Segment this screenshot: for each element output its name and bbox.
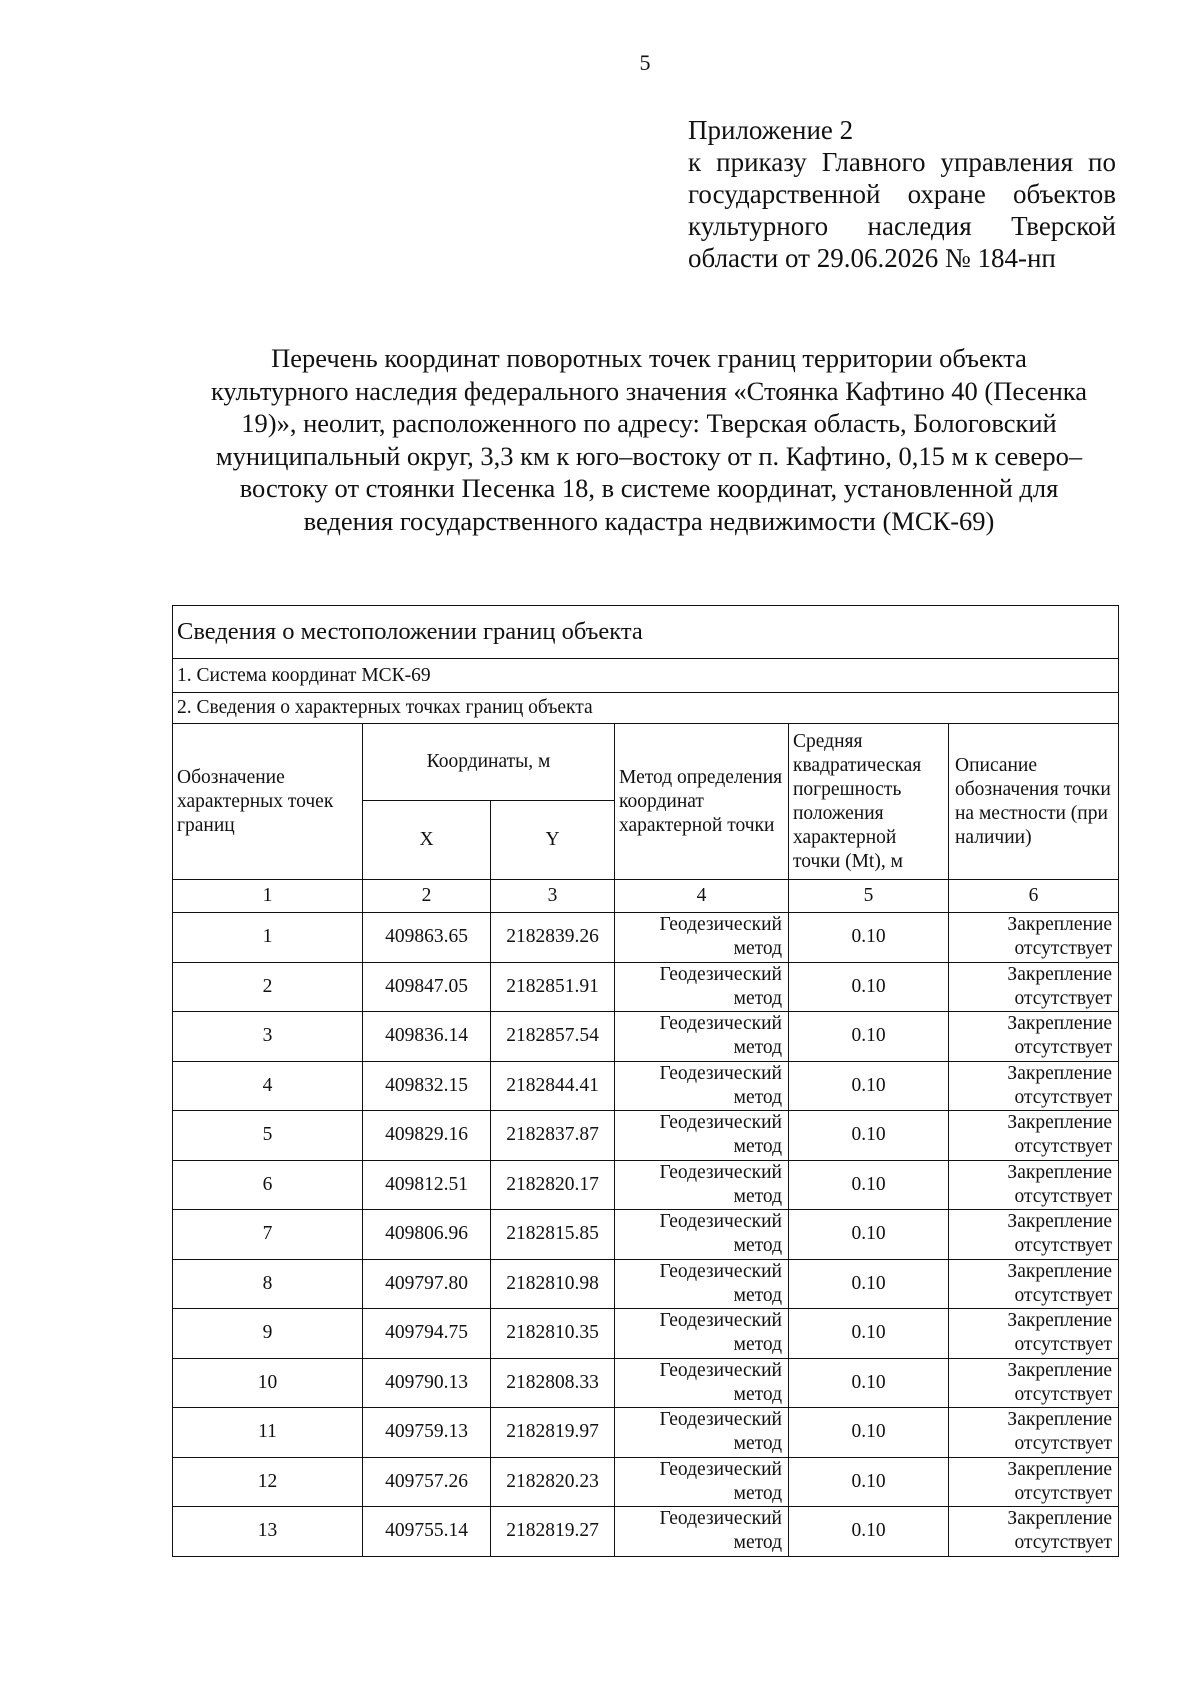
method-cell [615,1061,789,1111]
error-cell: 0.10 [789,1160,949,1210]
coord-y: 2182851.91 [491,962,615,1012]
point-number: 11 [173,1408,363,1458]
coord-y: 2182820.23 [491,1457,615,1507]
page-number: 5 [639,50,651,75]
method-cell [615,1111,789,1161]
description-cell [949,1408,1119,1458]
method-cell-text: метод [733,938,782,960]
description-cell-text: Закрепление [1007,1062,1113,1084]
method-cell-text: Геодезический [659,1013,782,1035]
table-row [173,1061,1119,1111]
coord-x: 409832.15 [363,1061,491,1111]
description-cell-text: отсутствует [1014,1433,1113,1455]
column-number: 2 [363,880,491,913]
description-cell-text: Закрепление [1007,963,1113,985]
error-cell: 0.10 [789,1259,949,1309]
coordinates-table [172,605,1119,1557]
title-line: Перечень координат поворотных точек границ территории объекта [271,343,1027,373]
description-cell [949,1309,1119,1359]
method-cell-text: метод [733,987,782,1009]
description-cell-text: отсутствует [1014,1136,1113,1158]
column-number: 6 [949,880,1119,913]
method-cell-text: метод [733,1235,782,1257]
table-row [173,913,1119,963]
title-line: ведения государственного кадастра недвижимости (МСК-69) [303,505,995,536]
method-cell-text: метод [733,1086,782,1108]
header-designation: Обозначение характерных точек границ [173,724,363,880]
header-method: Метод определения координат характерной точки [615,724,789,880]
description-cell-text: отсутствует [1014,1383,1113,1405]
error-cell: 0.10 [789,1358,949,1408]
point-number: 2 [173,962,363,1012]
header-x: X [363,801,491,880]
method-cell-text: Геодезический [659,1211,782,1233]
coord-system-row: 1. Система координат МСК-69 [173,659,1119,693]
column-number: 3 [491,880,615,913]
header-coordinates: Координаты, м [363,724,615,801]
coord-y: 2182857.54 [491,1012,615,1062]
method-cell-text: Геодезический [659,1260,782,1282]
description-cell-text: Закрепление [1007,1359,1113,1381]
point-number: 5 [173,1111,363,1161]
method-cell [615,1358,789,1408]
description-cell-text: отсутствует [1014,987,1113,1009]
description-cell-text: отсутствует [1014,1086,1113,1108]
table-row [173,1507,1119,1557]
coord-x: 409755.14 [363,1507,491,1557]
column-number: 1 [173,880,363,913]
method-cell-text: метод [733,1185,782,1207]
table-row [173,1160,1119,1210]
appendix-line: области от 29.06.2026 № 184-нп [688,243,1056,273]
point-number: 4 [173,1061,363,1111]
table-row [173,1457,1119,1507]
coord-y: 2182810.35 [491,1309,615,1359]
description-cell-text: Закрепление [1007,1211,1113,1233]
coord-x: 409812.51 [363,1160,491,1210]
coord-x: 409847.05 [363,962,491,1012]
coord-x: 409829.16 [363,1111,491,1161]
error-cell: 0.10 [789,1111,949,1161]
description-cell [949,1358,1119,1408]
table-row [173,1210,1119,1260]
coord-y: 2182837.87 [491,1111,615,1161]
description-cell-text: Закрепление [1007,1161,1113,1183]
description-cell-text: Закрепление [1007,1013,1113,1035]
error-cell: 0.10 [789,1012,949,1062]
method-cell-text: метод [733,1037,782,1059]
point-number: 8 [173,1259,363,1309]
coord-y: 2182839.26 [491,913,615,963]
table-row [173,962,1119,1012]
coord-x: 409790.13 [363,1358,491,1408]
method-cell [615,1457,789,1507]
table-row [173,1012,1119,1062]
point-number: 6 [173,1160,363,1210]
method-cell [615,1160,789,1210]
description-cell-text: Закрепление [1007,1260,1113,1282]
description-cell-text: Закрепление [1007,1310,1113,1332]
description-cell [949,1507,1119,1557]
point-number: 9 [173,1309,363,1359]
method-cell-text: метод [733,1383,782,1405]
error-cell: 0.10 [789,962,949,1012]
error-cell: 0.10 [789,1309,949,1359]
header-error: Средняя квадратическая погрешность положения характерной точки (Mt), м [789,724,949,880]
method-cell-text: метод [733,1136,782,1158]
point-number: 1 [173,913,363,963]
description-cell [949,962,1119,1012]
error-cell: 0.10 [789,1210,949,1260]
description-cell-text: отсутствует [1014,1532,1113,1554]
error-cell: 0.10 [789,1507,949,1557]
title-line: муниципальный округ, 3,3 км к юго–востоку от п. Кафтино, 0,15 м к северо– [215,440,1083,471]
method-cell [615,1309,789,1359]
description-cell-text: Закрепление [1007,1409,1113,1431]
method-cell-text: Геодезический [659,914,782,936]
coord-y: 2182820.17 [491,1160,615,1210]
method-cell-text: Геодезический [659,1359,782,1381]
method-cell-text: Геодезический [659,1310,782,1332]
coord-x: 409757.26 [363,1457,491,1507]
description-cell [949,913,1119,963]
method-cell [615,1507,789,1557]
error-cell: 0.10 [789,913,949,963]
title-line: 19)», неолит, расположенного по адресу: Тверская область, Бологовский [241,408,1057,438]
method-cell [615,1408,789,1458]
method-cell-text: метод [733,1334,782,1356]
description-cell-text: отсутствует [1014,1284,1113,1306]
column-number: 4 [615,880,789,913]
description-cell-text: Закрепление [1007,1508,1113,1530]
coord-x: 409863.65 [363,913,491,963]
method-cell [615,1012,789,1062]
coord-x: 409794.75 [363,1309,491,1359]
method-cell-text: Геодезический [659,1062,782,1084]
coord-y: 2182819.27 [491,1507,615,1557]
coord-y: 2182815.85 [491,1210,615,1260]
method-cell [615,1210,789,1260]
description-cell [949,1111,1119,1161]
point-number: 10 [173,1358,363,1408]
table-title: Сведения о местоположении границ объекта [173,606,1119,659]
method-cell [615,962,789,1012]
header-description: Описание обозначения точки на местности (при наличии) [949,724,1119,880]
method-cell-text: метод [733,1433,782,1455]
table-row [173,1358,1119,1408]
coord-y: 2182808.33 [491,1358,615,1408]
document-title [168,342,1130,537]
coord-y: 2182810.98 [491,1259,615,1309]
method-cell-text: Геодезический [659,1112,782,1134]
method-cell-text: Геодезический [659,1409,782,1431]
description-cell-text: отсутствует [1014,1334,1113,1356]
header-y: Y [491,801,615,880]
coord-y: 2182819.97 [491,1408,615,1458]
appendix-title: Приложение 2 [688,115,854,145]
table-row [173,1111,1119,1161]
table-row [173,1309,1119,1359]
method-cell [615,1259,789,1309]
table-row [173,1259,1119,1309]
method-cell-text: Геодезический [659,1161,782,1183]
method-cell-text: Геодезический [659,1458,782,1480]
point-number: 12 [173,1457,363,1507]
appendix-line: культурного наследия Тверской [688,211,1116,241]
description-cell [949,1210,1119,1260]
coord-x: 409759.13 [363,1408,491,1458]
description-cell [949,1457,1119,1507]
error-cell: 0.10 [789,1457,949,1507]
description-cell-text: отсутствует [1014,1185,1113,1207]
description-cell [949,1160,1119,1210]
point-number: 7 [173,1210,363,1260]
description-cell-text: отсутствует [1014,1037,1113,1059]
description-cell-text: Закрепление [1007,914,1113,936]
error-cell: 0.10 [789,1408,949,1458]
description-cell [949,1012,1119,1062]
method-cell [615,913,789,963]
point-number: 13 [173,1507,363,1557]
method-cell-text: метод [733,1532,782,1554]
description-cell [949,1259,1119,1309]
appendix-line: к приказу Главного управления по [688,147,1116,177]
description-cell-text: Закрепление [1007,1112,1113,1134]
error-cell: 0.10 [789,1061,949,1111]
description-cell-text: отсутствует [1014,1482,1113,1504]
coord-x: 409806.96 [363,1210,491,1260]
description-cell-text: отсутствует [1014,1235,1113,1257]
method-cell-text: метод [733,1482,782,1504]
method-cell-text: Геодезический [659,1508,782,1530]
table-row [173,1408,1119,1458]
appendix-line: государственной охране объектов [688,179,1116,209]
coord-x: 409836.14 [363,1012,491,1062]
coord-y: 2182844.41 [491,1061,615,1111]
section-heading: 2. Сведения о характерных точках границ объекта [173,693,1119,724]
coord-x: 409797.80 [363,1259,491,1309]
description-cell [949,1061,1119,1111]
appendix-block [688,114,1116,274]
description-cell-text: Закрепление [1007,1458,1113,1480]
point-number: 3 [173,1012,363,1062]
method-cell-text: метод [733,1284,782,1306]
title-line: востоку от стоянки Песенка 18, в системе координат, установленной для [239,473,1059,503]
description-cell-text: отсутствует [1014,938,1113,960]
title-line: культурного наследия федерального значения «Стоянка Кафтино 40 (Песенка [210,375,1088,406]
column-number: 5 [789,880,949,913]
method-cell-text: Геодезический [659,963,782,985]
